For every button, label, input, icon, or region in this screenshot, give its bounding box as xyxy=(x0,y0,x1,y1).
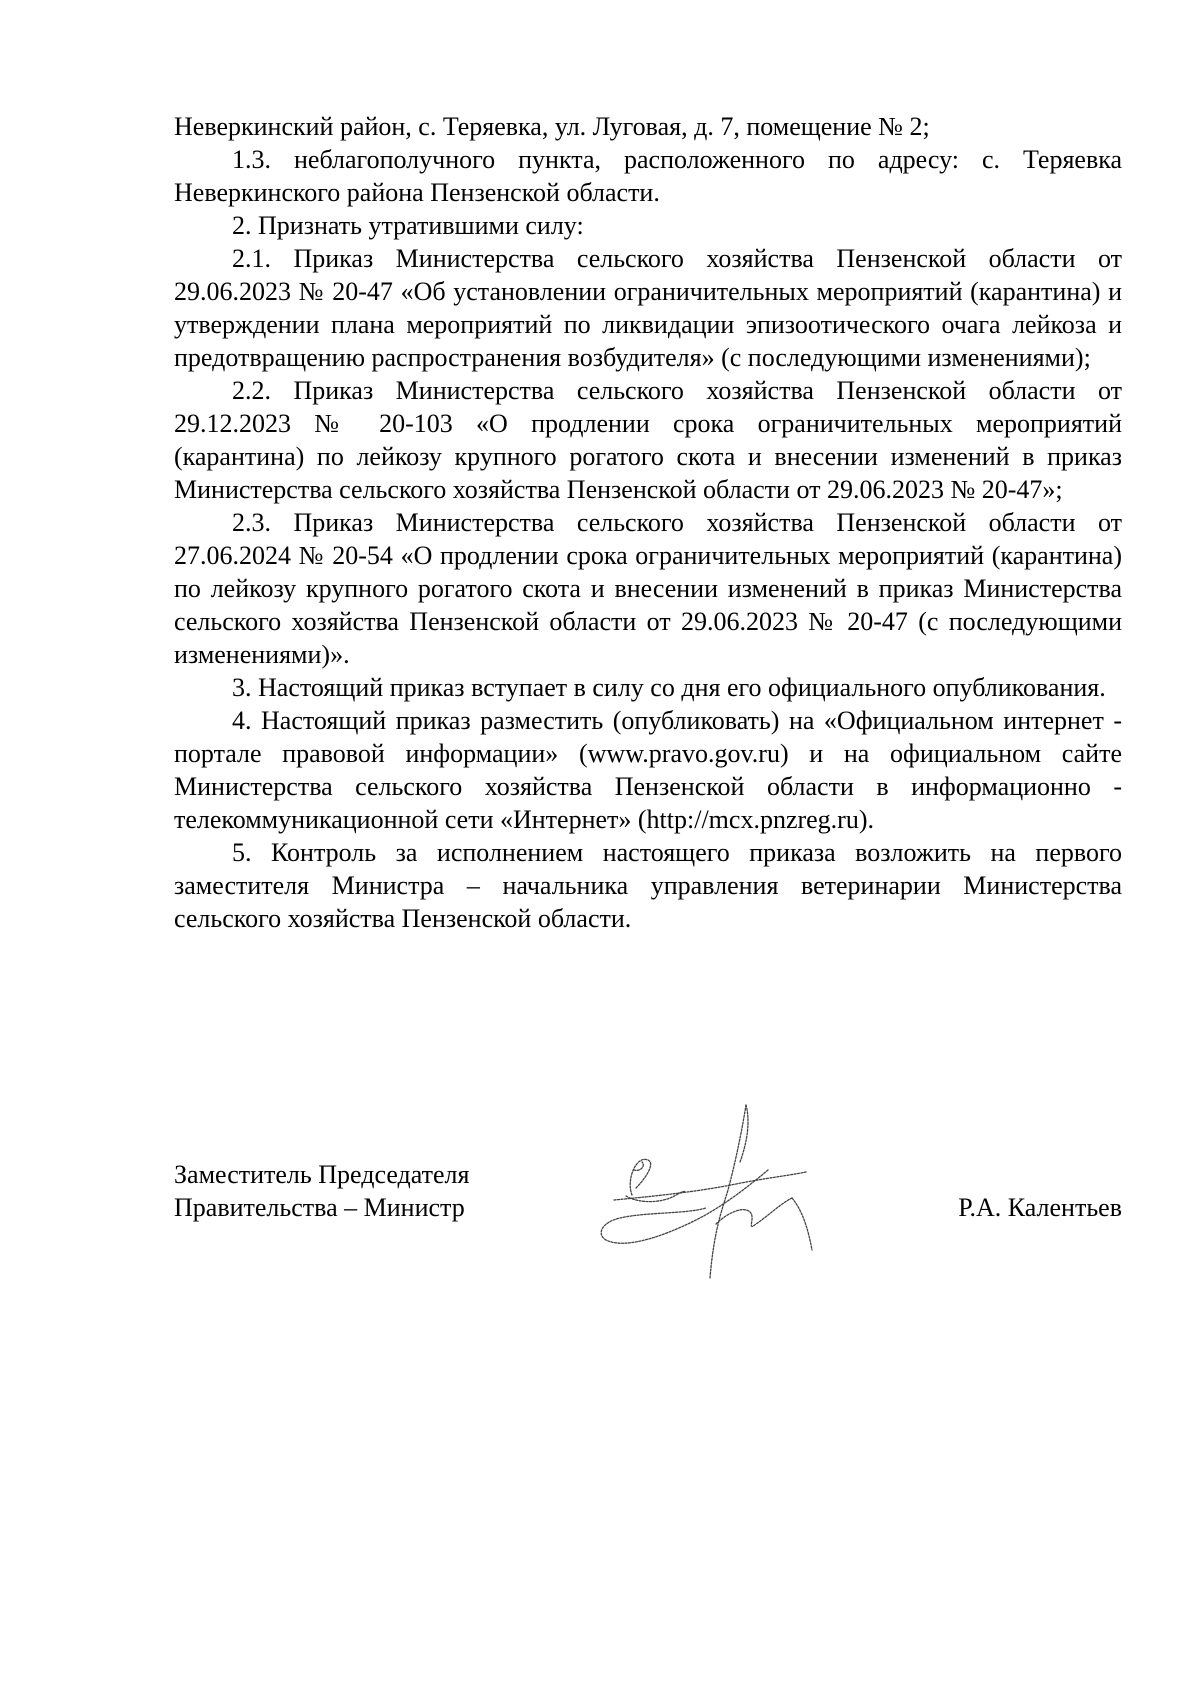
signer-position-line-1: Заместитель Председателя xyxy=(174,1160,470,1189)
document-body xyxy=(174,110,1122,935)
paragraph-2-3: 2.3. Приказ Министерства сельского хозяйства Пензенской области от 27.06.2024 № 20-54 «О продлении срока ограничительных мероприятий (карантина) по лейкозу крупного рогатого скота и внесении изменений в приказ Министерства сельского хозяйства Пензенской области от 29.06.2023 № 20-47 (с последующими изменениями)». xyxy=(174,508,1122,669)
signer-position xyxy=(174,1158,469,1224)
handwritten-signature xyxy=(596,1100,856,1280)
paragraph-1-3: 1.3. неблагополучного пункта, расположенного по адресу: с. Теряевка Неверкинского района Пензенской области. xyxy=(174,145,1122,207)
paragraph-2-2: 2.2. Приказ Министерства сельского хозяйства Пензенской области от 29.12.2023 № 20-103 «О продлении срока ограничительных мероприятий (карантина) по лейкозу крупного рогатого скота и внесении изменений в приказ Министерства сельского хозяйства Пензенской области от 29.06.2023 № 20-47»; xyxy=(174,376,1122,504)
paragraph-4: 4. Настоящий приказ разместить (опубликовать) на «Официальном интернет - портале правовой информации» (www.pravo.gov.ru) и на официальном сайте Министерства сельского хозяйства Пензенской области в информационно - телекоммуникационной сети «Интернет» (http://mcx.pnzreg.ru). xyxy=(174,706,1122,834)
paragraph-5: 5. Контроль за исполнением настоящего приказа возложить на первого заместителя Министра – начальника управления ветеринарии Министерства сельского хозяйства Пензенской области. xyxy=(174,838,1122,933)
paragraph-2: 2. Признать утратившими силу: xyxy=(232,211,584,240)
signer-name: Р.А. Калентьев xyxy=(958,1193,1122,1222)
paragraph-3: 3. Настоящий приказ вступает в силу со дня его официального опубликования. xyxy=(232,673,1106,702)
signer-position-line-2: Правительства – Министр xyxy=(174,1193,465,1222)
paragraph-address-continuation: Неверкинский район, с. Теряевка, ул. Луговая, д. 7, помещение № 2; xyxy=(174,112,930,141)
paragraph-2-1: 2.1. Приказ Министерства сельского хозяйства Пензенской области от 29.06.2023 № 20-47 «Об установлении ограничительных мероприятий (карантина) и утверждении плана мероприятий по ликвидации эпизоотического очага лейкоза и предотвращению распространения возбудителя» (с последующими изменениями); xyxy=(174,244,1122,372)
